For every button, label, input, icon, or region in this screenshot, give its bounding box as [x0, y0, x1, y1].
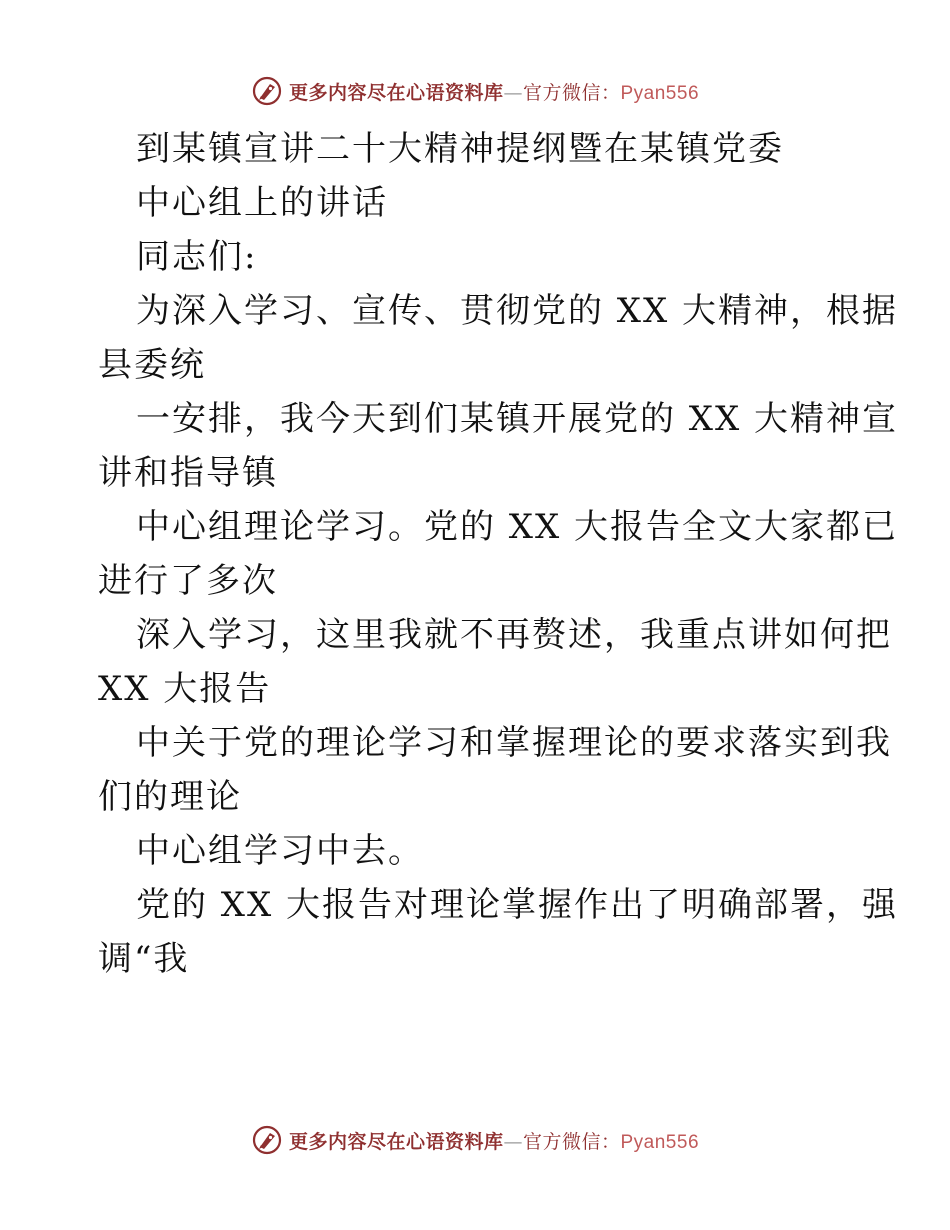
header-wechat-label: 官方微信：	[522, 81, 621, 104]
paragraph-line: 中心组理论学习。党的 XX 大报告全文大家都已	[136, 507, 899, 547]
paragraph-line: 中心组学习中去。	[136, 831, 424, 871]
header-brand-text: 更多内容尽在心语资料库	[288, 81, 504, 104]
header-banner	[0, 71, 950, 111]
footer-wechat-label: 官方微信：	[522, 1130, 621, 1153]
paragraph-line: 进行了多次	[98, 561, 278, 601]
footer-wechat-id: Pyan556	[620, 1131, 700, 1153]
document-body	[98, 122, 899, 986]
paragraph-line: 们的理论	[98, 777, 242, 817]
paragraph-line: XX 大报告	[98, 669, 272, 709]
paragraph-line: 县委统	[98, 345, 206, 385]
paragraph-line: 讲和指导镇	[98, 453, 278, 493]
header-wechat-id: Pyan556	[620, 82, 700, 104]
paragraph-line: 一安排，我今天到们某镇开展党的 XX 大精神宣	[136, 399, 899, 439]
paragraph-line: 党的 XX 大报告对理论掌握作出了明确部署，强	[136, 885, 899, 925]
pen-nib-logo-icon	[251, 75, 283, 107]
paragraph-line: 同志们:	[136, 237, 258, 277]
footer-brand-text: 更多内容尽在心语资料库	[288, 1130, 504, 1153]
paragraph-line: 调“我	[98, 939, 190, 979]
header-separator: —	[503, 81, 523, 104]
paragraph-line: 中关于党的理论学习和掌握理论的要求落实到我	[136, 723, 892, 763]
paragraph-line: 为深入学习、宣传、贯彻党的 XX 大精神，根据	[136, 291, 899, 331]
footer-separator: —	[503, 1130, 523, 1153]
paragraph-line: 深入学习，这里我就不再赘述，我重点讲如何把	[136, 615, 892, 655]
paragraph-line: 到某镇宣讲二十大精神提纲暨在某镇党委	[136, 129, 784, 169]
footer-banner-text	[289, 1127, 699, 1154]
pen-nib-logo-icon	[251, 1124, 283, 1156]
header-banner-text	[289, 78, 699, 105]
footer-banner	[0, 1120, 950, 1160]
paragraph-line: 中心组上的讲话	[136, 183, 388, 223]
